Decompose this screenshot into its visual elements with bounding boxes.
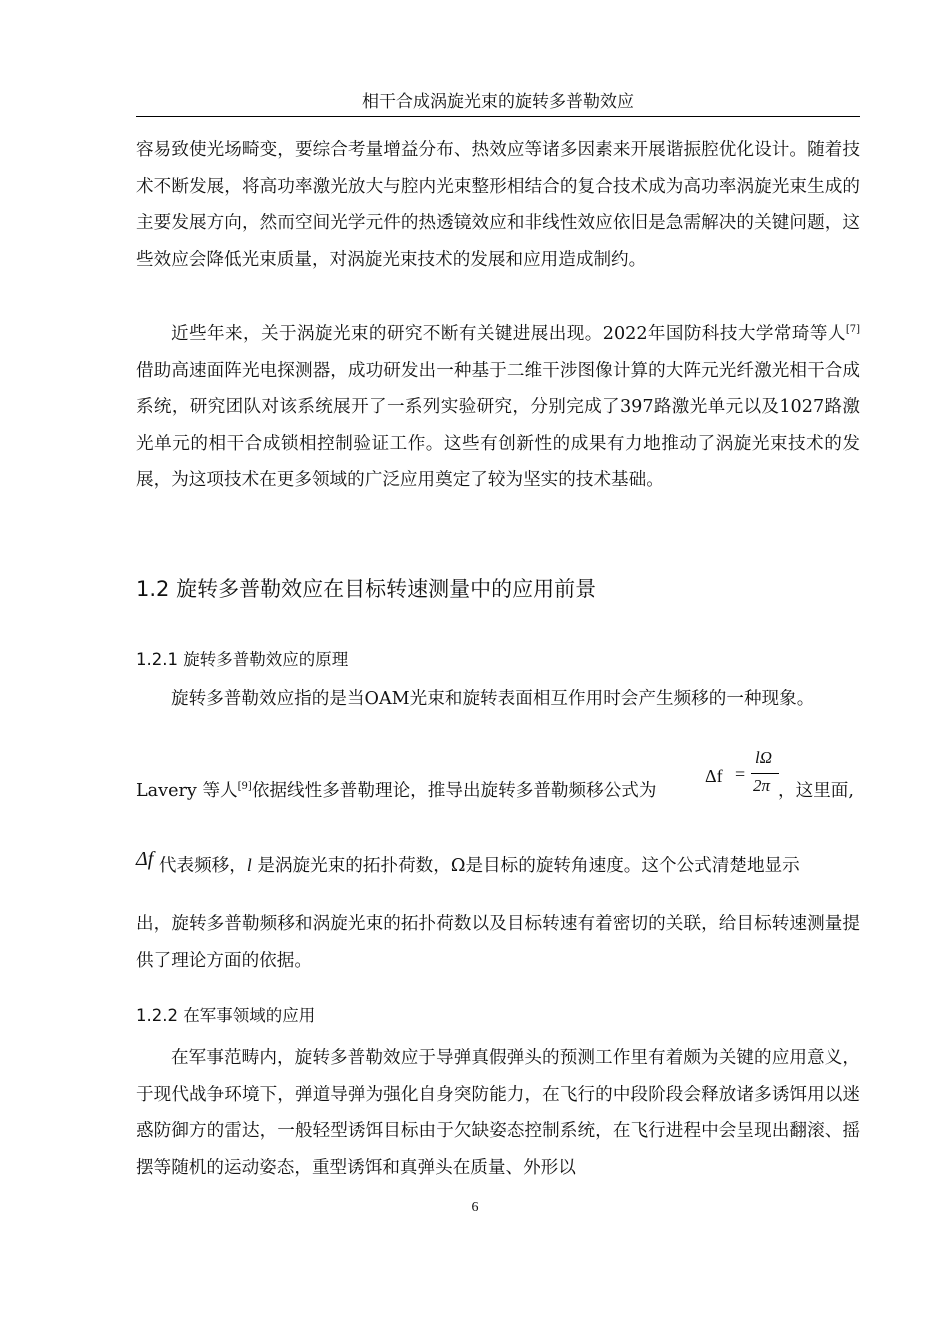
header-rule [136,116,860,117]
formula-numerator: lΩ [755,748,773,767]
delta-f-symbol: Δf [136,848,154,870]
principle-line-2-end: ，这里面, [778,781,854,801]
principle-line-3-text-b: 是涡旋光束的拓扑荷数，Ω是目标的旋转角速度。这个公式清楚地显示 [251,856,800,876]
formula-denominator: 2π [753,776,771,795]
principle-line-3 [136,848,860,879]
military-paragraph: 在军事范畴内，旋转多普勒效应于导弹真假弹头的预测工作里有着颇为关键的应用意义，于现代战争环境下，弹道导弹为强化自身突防能力，在飞行的中段阶段会释放诸多诱饵用以迷惑防御方的雷达，一般轻型诱饵目标由于欠缺姿态控制系统，在飞行进程中会呈现出翻滚、摇摆等随机的运动姿态，重型诱饵和真弹头在质量、外形以 [136,1048,860,1178]
principle-line-2-text-a: Lavery 等人 [136,781,238,801]
paragraph-2-text-a: 近些年来，关于涡旋光束的研究不断有关键进展出现。2022年国防科技大学常琦等人 [171,324,846,344]
paragraph-2-text-b: 借助高速面阵光电探测器，成功研发出一种基于二维干涉图像计算的大阵元光纤激光相干合成系统，研究团队对该系统展开了一系列实验研究，分别完成了397路激光单元以及1027路激光单元的相干合成锁相控制验证工作。这些有创新性的成果有力地推动了涡旋光束技术的发展，为这项技术在更多领域的广泛应用奠定了较为坚实的技术基础。 [136,360,860,490]
doppler-formula [705,748,785,804]
principle-line-1: 旋转多普勒效应指的是当OAM光束和旋转表面相互作用时会产生频移的一种现象。 [171,689,815,709]
topological-charge-symbol: l [246,855,252,875]
section-heading: 1.2 旋转多普勒效应在目标转速测量中的应用前景 [136,577,597,601]
citation-9: [9] [237,781,252,792]
citation-7: [7] [845,324,860,335]
principle-line-3-text-a: 代表频移， [153,856,247,876]
running-header: 相干合成涡旋光束的旋转多普勒效应 [362,92,634,112]
formula-equals: = [735,764,746,784]
paragraph-1: 容易致使光场畸变，要综合考量增益分布、热效应等诸多因素来开展谐振腔优化设计。随着技术不断发展，将高功率激光放大与腔内光束整形相结合的复合技术成为高功率涡旋光束生成的主要发展方向，然而空间光学元件的热透镜效应和非线性效应依旧是急需解决的关键问题，这些效应会降低光束质量，对涡旋光束技术的发展和应用造成制约。 [136,140,860,270]
fraction-bar [751,773,779,774]
paragraph-2 [136,316,860,499]
page-number: 6 [471,1200,479,1215]
subsection-heading-1-2-2: 1.2.2 在军事领域的应用 [136,1006,316,1025]
formula-lhs: Δf [705,766,723,786]
subsection-heading-1-2-1: 1.2.1 旋转多普勒效应的原理 [136,650,349,669]
principle-paragraph-end: 出，旋转多普勒频移和涡旋光束的拓扑荷数以及目标转速有着密切的关联，给目标转速测量提供了理论方面的依据。 [136,914,860,971]
principle-line-2-text-b: 依据线性多普勒理论，推导出旋转多普勒频移公式为 [251,781,657,801]
